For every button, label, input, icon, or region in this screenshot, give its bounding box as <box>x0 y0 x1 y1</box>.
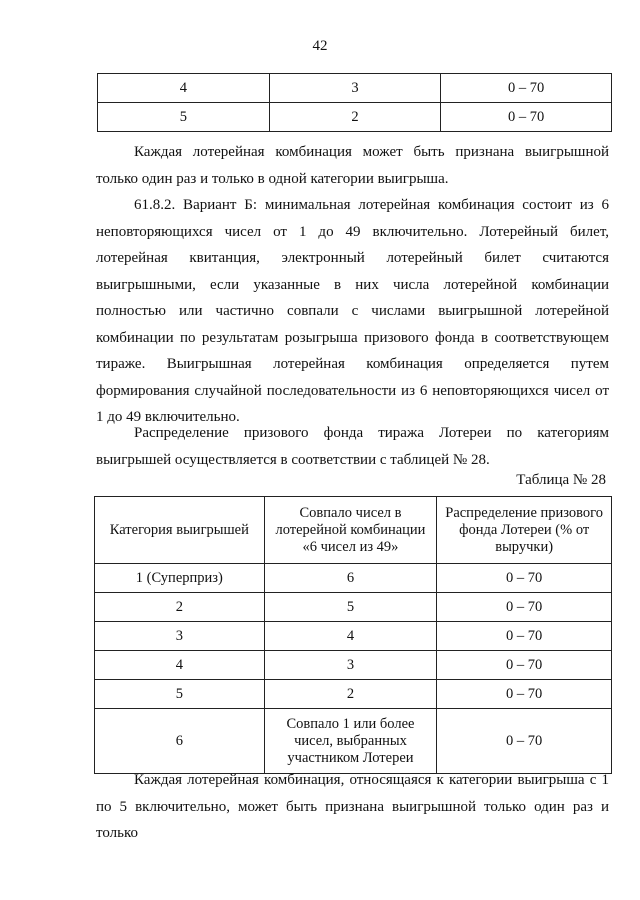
table-cell: 1 (Суперприз) <box>95 564 265 593</box>
table-cell: 6 <box>95 709 265 774</box>
table-header-row <box>95 497 612 564</box>
table-cell: 6 <box>264 564 437 593</box>
table-cell: 4 <box>95 651 265 680</box>
table-row <box>95 593 612 622</box>
column-header: Совпало чисел в лотерейной комбинации «6 чисел из 49» <box>264 497 437 564</box>
table-cell: 0 – 70 <box>437 709 612 774</box>
table-cell: 5 <box>98 103 270 132</box>
table-cell: 2 <box>95 593 265 622</box>
table-cell: 3 <box>269 74 441 103</box>
paragraph-categories-1-5: Каждая лотерейная комбинация, относящаяся к категории выигрыша с 1 по 5 включительно, может быть признана выигрышной только один раз и только <box>96 772 609 841</box>
table-row <box>95 680 612 709</box>
table-cell: 0 – 70 <box>437 680 612 709</box>
table-cell: 0 – 70 <box>437 593 612 622</box>
table-cell: 3 <box>95 622 265 651</box>
column-header: Распределение призового фонда Лотереи (% от выручки) <box>437 497 612 564</box>
table-row <box>95 651 612 680</box>
paragraph-winning-once: Каждая лотерейная комбинация может быть признана выигрышной только один раз и только в одной категории выигрыша. <box>96 144 609 187</box>
table-cell: 5 <box>264 593 437 622</box>
table-row <box>95 709 612 774</box>
table-cell: 0 – 70 <box>437 564 612 593</box>
table-cell: 0 – 70 <box>437 651 612 680</box>
table-cell: 4 <box>98 74 270 103</box>
table-cell: 4 <box>264 622 437 651</box>
table-cell: 0 – 70 <box>441 103 612 132</box>
table-cell: 2 <box>269 103 441 132</box>
table-row <box>95 622 612 651</box>
prize-distribution-table <box>94 496 612 774</box>
table-cell: 5 <box>95 680 265 709</box>
table-caption: Таблица № 28 <box>516 472 606 488</box>
table-cell: 0 – 70 <box>437 622 612 651</box>
table-cell: Совпало 1 или более чисел, выбранных участником Лотереи <box>264 709 437 774</box>
table-row <box>98 103 612 132</box>
table-cell: 0 – 70 <box>441 74 612 103</box>
page-number: 42 <box>312 38 328 54</box>
prize-table-continuation <box>97 73 612 132</box>
table-cell: 2 <box>264 680 437 709</box>
table-row <box>98 74 612 103</box>
paragraph-distribution: Распределение призового фонда тиража Лотереи по категориям выигрышей осуществляется в соответствии с таблицей № 28. <box>96 425 609 468</box>
table-row <box>95 564 612 593</box>
table-cell: 3 <box>264 651 437 680</box>
paragraph-variant-b: 61.8.2. Вариант Б: минимальная лотерейная комбинация состоит из 6 неповторяющихся чисел от 1 до 49 включительно. Лотерейный билет, лотерейная квитанция, электронный лотерейный билет считаются выигрышными, если указанные в них числа лотерейной комбинации полностью или частично совпали с числами выигрышной лотерейной комбинации по результатам розыгрыша призового фонда в соответствующем тираже. Выигрышная лотерейная комбинация определяется путем формирования случайной последовательности из 6 неповторяющихся чисел от 1 до 49 включительно. <box>96 197 609 425</box>
column-header: Категория выигрышей <box>95 497 265 564</box>
